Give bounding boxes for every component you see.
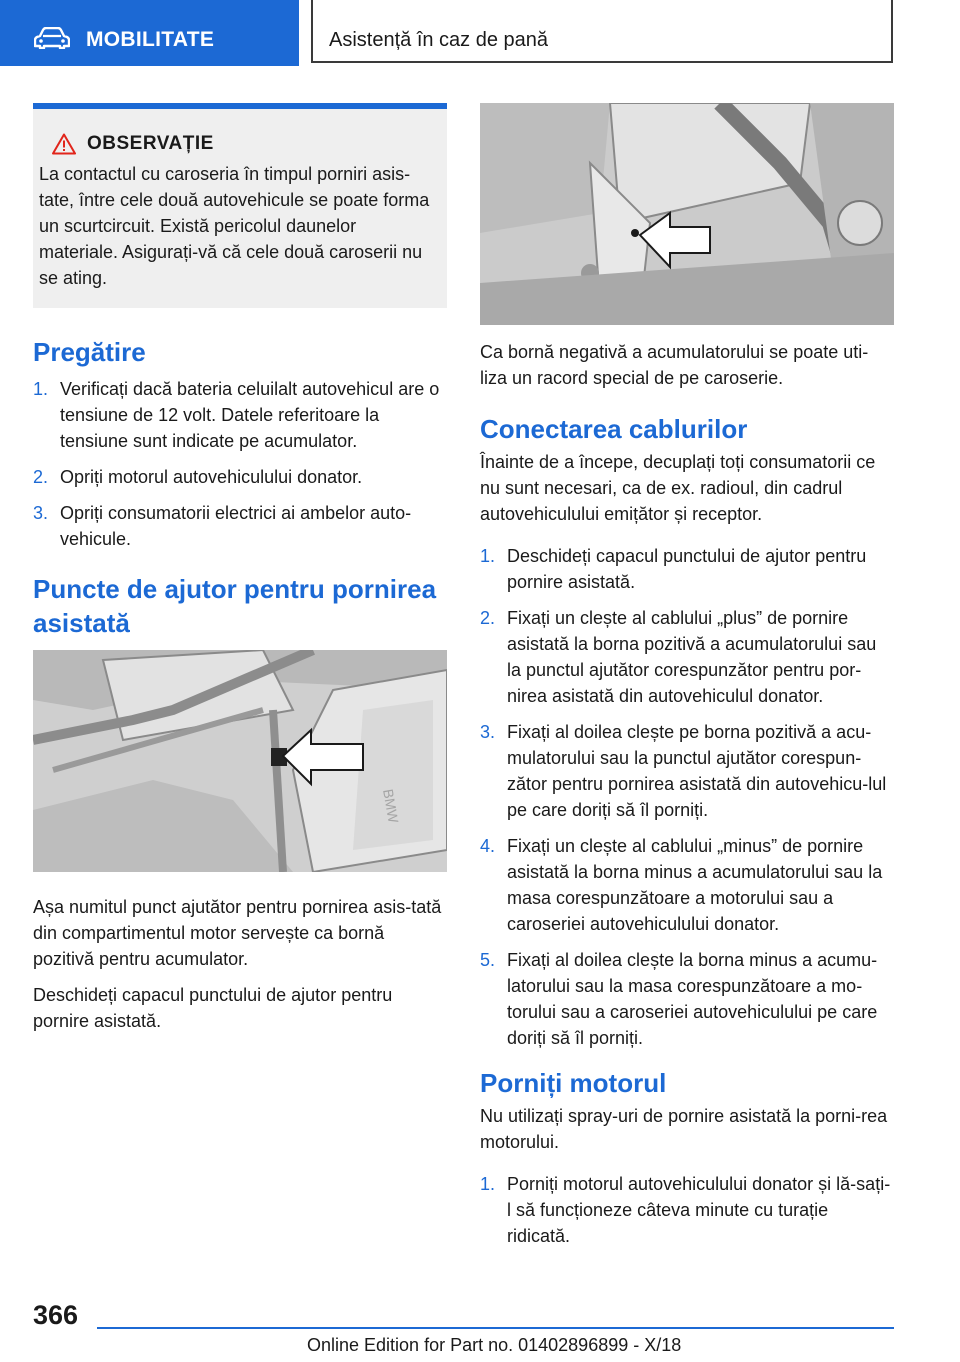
- heading-conectarea-cablurilor: Conectarea cablurilor: [480, 414, 748, 444]
- para-porniti-intro: Nu utilizați spray-uri de pornire asistată la porni-rea motorului.: [480, 1106, 888, 1152]
- notice-body: La contactul cu caroseria în timpul porniri asis-tate, între cele două autovehicule se poate forma un scurtcircuit. Există pericolul daunelor materiale. Asigurați-vă că cele două caroserii nu se ating.: [39, 164, 430, 288]
- car-icon: [34, 27, 70, 49]
- list-item: 3. Opriți consumatorii electrici ai ambelor auto-vehicule.: [33, 503, 412, 549]
- engine-illustration: [33, 650, 447, 872]
- para-deschideti-capac: Deschideți capacul punctului de ajutor pentru pornire asistată.: [33, 985, 393, 1031]
- list-conectarea: [480, 543, 894, 1051]
- para-punct-ajutator: Așa numitul punct ajutător pentru pornirea asis-tată din compartimentul motor servește ca bornă pozitivă pentru acumulator.: [33, 897, 442, 969]
- list-porniti: [480, 1171, 894, 1249]
- para-conectare-intro: Înainte de a începe, decuplați toți consumatorii ce nu sunt necesari, ca de ex. radioul, din cadrul autovehiculului emițător și receptor.: [480, 452, 876, 524]
- list-item: 2. Opriți motorul autovehiculului donator.: [33, 467, 363, 487]
- chapter-title: Asistență în caz de pană: [329, 29, 549, 51]
- section-tab[interactable]: [0, 0, 299, 66]
- section-label: MOBILITATE: [86, 28, 215, 51]
- list-item: 1. Porniți motorul autovehiculului donator și lă-sați-l să funcționeze câteva minute cu turație ridicată.: [480, 1174, 891, 1246]
- svg-text:BMW: BMW: [380, 787, 402, 825]
- notice-title-row: [52, 133, 439, 155]
- warning-icon: [52, 133, 76, 155]
- list-pregatire: [33, 376, 447, 552]
- chapter-title-box[interactable]: [311, 0, 893, 63]
- heading-puncte-ajutor: Puncte de ajutor pentru pornirea asistată: [33, 574, 437, 638]
- edition-text: Online Edition for Part no. 01402896899 - X/18: [307, 1335, 682, 1355]
- list-item: 2. Fixați un clește al cablului „plus” de pornire asistată la borna pozitivă a acumulatorului sau la punctul ajutător corespunzător pentru por-nirea asistată din autovehiculul donator.: [480, 608, 877, 706]
- engine-figure-negative: [480, 103, 894, 325]
- engine-illustration: [480, 103, 894, 325]
- page-header: [0, 0, 960, 66]
- left-column: [33, 103, 447, 1034]
- heading-porniti-motorul: Porniți motorul: [480, 1068, 667, 1098]
- engine-figure-positive: [33, 650, 447, 872]
- list-item: 4. Fixați un clește al cablului „minus” de pornire asistată la borna minus a acumulatorului sau la masa corespunzătoare a motorului sau a caroseriei autovehiculului donator.: [480, 836, 883, 934]
- page-number: 366: [33, 1300, 79, 1330]
- list-item: 5. Fixați al doilea clește la borna minus a acumu-latorului sau la masa corespunzătoare a mo-torului sau a caroseriei autovehiculului pe care doriți să îl porniți.: [480, 950, 878, 1048]
- list-item: 1. Verificați dacă bateria celuilalt autovehicul are o tensiune de 12 volt. Datele referitoare la tensiune sunt indicate pe acumulator.: [33, 379, 440, 451]
- list-item: 3. Fixați al doilea clește pe borna pozitivă a acu-mulatorului sau la punctul ajutător corespun-zător pentru pornirea asistată din autovehicu-lul pe care doriți să îl porniți.: [480, 722, 887, 820]
- footer-rule: [97, 1327, 894, 1329]
- right-column: [480, 103, 894, 1259]
- list-item: 1. Deschideți capacul punctului de ajutor pentru pornire asistată.: [480, 546, 867, 592]
- notice-box: [33, 103, 447, 308]
- heading-pregatire: Pregătire: [33, 337, 146, 367]
- para-borna-negativa: Ca bornă negativă a acumulatorului se poate uti-liza un racord special de pe caroserie.: [480, 342, 869, 388]
- notice-title: OBSERVAȚIE: [87, 133, 214, 154]
